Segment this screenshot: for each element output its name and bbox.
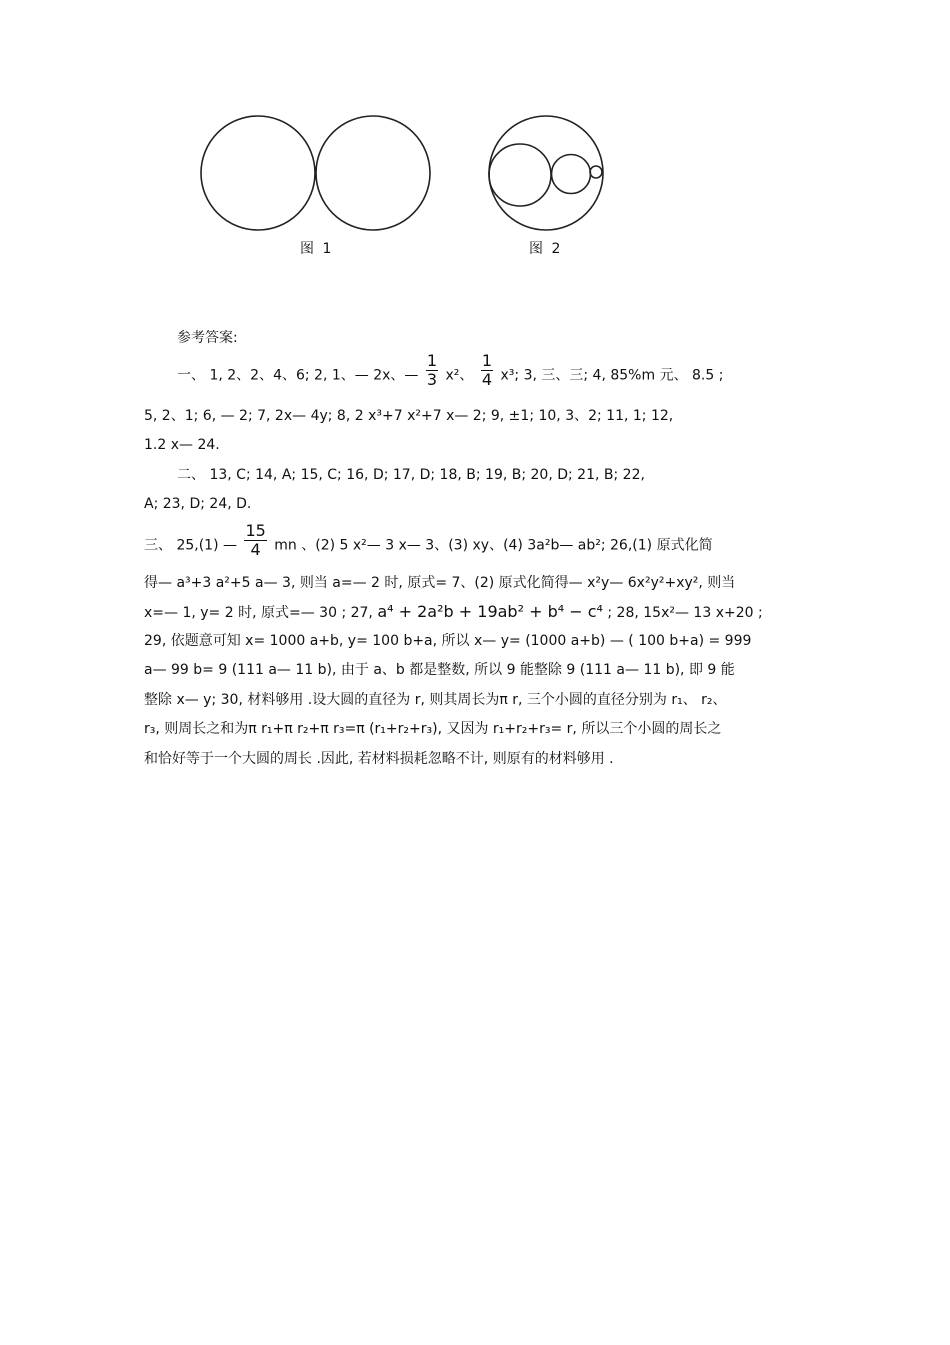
answer-p3-line6: 整除 x— y; 30, 材料够用 .设大圆的直径为 r, 则其周长为π r, 三个小圆的直径分别为 r₁、 r₂、 bbox=[144, 692, 727, 708]
fraction-numerator: 1 bbox=[426, 351, 438, 370]
answer-p3-line4: 29, 依题意可知 x= 1000 a+b, y= 100 b+a, 所以 x— y= (1000 a+b) — ( 100 b+a) = 999 bbox=[144, 633, 752, 649]
figure-2-caption: 图 2 bbox=[529, 241, 563, 257]
figure-1-caption: 图 1 bbox=[300, 241, 334, 257]
fraction-one-third bbox=[426, 352, 438, 389]
fig2-small-circle-1 bbox=[489, 144, 551, 206]
answer-p3-line2: 得— a³+3 a²+5 a— 3, 则当 a=— 2 时, 原式= 7、(2) 原式化简得— x²y— 6x²y²+xy², 则当 bbox=[144, 575, 736, 591]
math-expression: a⁴ + 2a²b + 19ab² + b⁴ − c⁴ bbox=[377, 602, 603, 621]
answer-p3-line1 bbox=[144, 521, 713, 559]
fig2-small-circle-2 bbox=[552, 155, 591, 194]
fraction-fifteen-quarters bbox=[244, 522, 266, 559]
fig1-left-circle bbox=[201, 116, 315, 230]
fraction-numerator: 15 bbox=[245, 521, 266, 540]
answer-text: ; 28, 15x²— 13 x+20 ; bbox=[607, 605, 763, 621]
answer-text: x³; 3, 三、三; 4, 85%m 元、 8.5 ; bbox=[500, 367, 724, 384]
answer-text: x²、 bbox=[445, 367, 474, 384]
answer-p2-line1: 二、 13, C; 14, A; 15, C; 16, D; 17, D; 18, B; 19, B; 20, D; 21, B; 22, bbox=[177, 467, 645, 483]
figure-1-two-circles bbox=[195, 112, 440, 237]
answer-text: 一、 1, 2、2、4、6; 2, 1、— 2x、— bbox=[177, 367, 419, 384]
fraction-denominator: 3 bbox=[426, 370, 438, 389]
answer-text: mn 、(2) 5 x²— 3 x— 3、(3) xy、(4) 3a²b— ab²; 26,(1) 原式化简 bbox=[274, 537, 713, 554]
answer-p3-line5: a— 99 b= 9 (111 a— 11 b), 由于 a、b 都是整数, 所以 9 能整除 9 (111 a— 11 b), 即 9 能 bbox=[144, 662, 735, 678]
figure-2-nested-circles bbox=[484, 112, 609, 237]
answer-p1-line1 bbox=[177, 351, 724, 389]
answer-p3-line7: r₃, 则周长之和为π r₁+π r₂+π r₃=π (r₁+r₂+r₃), 又因为 r₁+r₂+r₃= r, 所以三个小圆的周长之 bbox=[144, 721, 722, 737]
fraction-one-quarter bbox=[481, 352, 493, 389]
answer-p3-line3 bbox=[144, 602, 763, 623]
fraction-denominator: 4 bbox=[250, 540, 261, 559]
answer-text: 三、 25,(1) — bbox=[144, 537, 237, 554]
answer-p1-line2: 5, 2、1; 6, — 2; 7, 2x— 4y; 8, 2 x³+7 x²+7 x— 2; 9, ±1; 10, 3、2; 11, 1; 12, bbox=[144, 408, 674, 424]
fig1-right-circle bbox=[316, 116, 430, 230]
answer-p1-line3: 1.2 x— 24. bbox=[144, 437, 220, 453]
answer-p2-line2: A; 23, D; 24, D. bbox=[144, 496, 252, 512]
answer-p3-line8: 和恰好等于一个大圆的周长 .因此, 若材料损耗忽略不计, 则原有的材料够用 . bbox=[144, 751, 614, 767]
answer-text: x=— 1, y= 2 时, 原式=— 30 ; 27, bbox=[144, 605, 378, 621]
fraction-denominator: 4 bbox=[481, 370, 493, 389]
answers-heading: 参考答案: bbox=[177, 330, 238, 346]
fig2-small-circle-3 bbox=[590, 166, 602, 178]
fraction-numerator: 1 bbox=[481, 351, 493, 370]
fig2-large-circle bbox=[489, 116, 603, 230]
